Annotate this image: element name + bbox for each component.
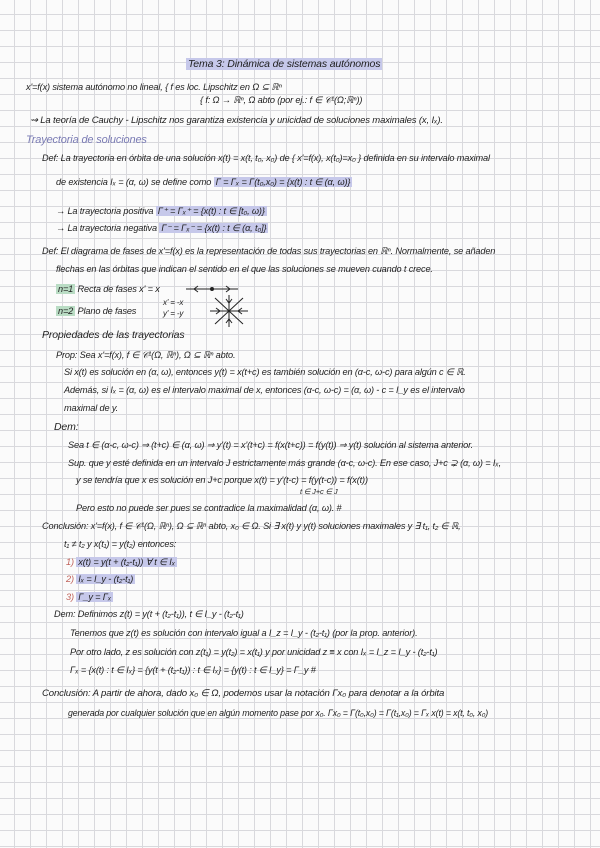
concl1-item-3: 3) Γ_y = Γₓ <box>66 592 112 602</box>
concl2-line-2: generada por cualquier solución que en algún momento pase por x₀. Γx₀ = Γ(t₀,x₀) = Γ(t₁,x₀) = Γₓ x(t) = x(t, t₀, x₀) <box>68 708 489 718</box>
concl1-line-2: t₁ ≠ t₂ y x(t₁) = y(t₂) entonces: <box>64 539 177 549</box>
concl1-item-2: 2) Iₓ = I_y - (t₂-t₁) <box>66 574 134 584</box>
dem2-line-2: Tenemos que z(t) es solución con intervalo igual a I_z = I_y - (t₂-t₁) (por la prop. anterior). <box>70 628 418 638</box>
page-title: Tema 3: Dinámica de sistemas autónomos <box>188 58 381 70</box>
def-trayectoria-line-2: de existencia Iₓ = (α, ω) se define como Γ = Γₓ = Γ(t₀,x₀) = {x(t) : t ∈ (α, ω)} <box>56 177 351 187</box>
intro-line-3: ⇝ La teoría de Cauchy - Lipschitz nos garantiza existencia y unicidad de soluciones maximales (x, Iₓ). <box>30 115 443 126</box>
def-trayectoria-line-1: Def: La trayectoria en órbita de una solución x(t) = x(t, t₀, x₀) de { x'=f(x), x(t₀)=x₀ } definida en su intervalo maximal <box>42 153 490 163</box>
concl1-item-1: 1) x(t) = y(t + (t₂-t₁)) ∀ t ∈ Iₓ <box>66 557 176 567</box>
section-heading-trayectoria: Trayectoria de soluciones <box>26 134 147 146</box>
dem1-line-4: Pero esto no puede ser pues se contradice la maximalidad (α, ω). # <box>76 503 342 513</box>
phase-plane-figure <box>208 293 250 329</box>
concl1-line-1: Conclusión: x'=f(x), f ∈ 𝒞¹(Ω, ℝⁿ), Ω ⊆ ℝⁿ abto, x₀ ∈ Ω. Si ∃ x(t) y y(t) soluciones maximales y ∃ t₁, t₂ ∈ ℝ, <box>42 521 461 531</box>
prop-line-4: maximal de y. <box>64 403 119 413</box>
section-heading-propiedades: Propiedades de las trayectorias <box>42 329 185 341</box>
dem1-line-3-subscripts: t ∈ J+c ∈ J <box>300 487 338 496</box>
dem1-line-3: y se tendría que x es solución en J+c porque x(t) = y'(t-c) = f(y(t-c)) = f(x(t)) <box>76 475 368 485</box>
prop-line-3: Además, si Iₓ = (α, ω) es el intervalo maximal de x, entonces (α-c, ω-c) = (α, ω) - c = I_y es el intervalo <box>64 385 465 395</box>
orbit-definition-box: Γ = Γₓ = Γ(t₀,x₀) = {x(t) : t ∈ (α, ω)} <box>215 177 351 187</box>
positive-trajectory-line: → La trayectoria positiva Γ⁺ = Γₓ⁺ = {x(t) : t ∈ [t₀, ω)} <box>56 206 265 216</box>
concl2-line-1: Conclusión: A partir de ahora, dado x₀ ∈ Ω, podemos usar la notación Γx₀ para denotar a la órbita <box>42 688 445 699</box>
phase-line-equilibrium <box>210 287 214 291</box>
negative-trajectory-box: Γ⁻ = Γₓ⁻ = {x(t) : t ∈ (α, t₀]} <box>161 223 267 233</box>
n2-example: n=2 Plano de fases <box>58 306 137 316</box>
prop-line-1: Prop: Sea x'=f(x), f ∈ 𝒞¹(Ω, ℝⁿ), Ω ⊆ ℝⁿ abto. <box>56 350 236 360</box>
dem2-line-3: Por otro lado, z es solución con z(t₁) = y(t₂) = x(t₁) y por unicidad z ≡ x con Iₓ = I_z = I_y - (t₂-t₁) <box>70 647 438 657</box>
n1-example: n=1 Recta de fases x' = x <box>58 284 160 294</box>
negative-trajectory-line: → La trayectoria negativa Γ⁻ = Γₓ⁻ = {x(t) : t ∈ (α, t₀]} <box>56 223 267 233</box>
positive-trajectory-box: Γ⁺ = Γₓ⁺ = {x(t) : t ∈ [t₀, ω)} <box>157 206 265 216</box>
dem1-heading: Dem: <box>54 421 79 433</box>
prop-line-2: Si x(t) es solución en (α, ω), entonces y(t) = x(t+c) es también solución en (α-c, ω-c) para algún c ∈ ℝ. <box>64 367 466 377</box>
intro-line-1: x'=f(x) sistema autónomo no lineal, { f es loc. Lipschitz en Ω ⊆ ℝⁿ <box>26 82 282 92</box>
n2-system-eq-2: y' = -y <box>163 309 184 318</box>
def-diagrama-line-2: flechas en las órbitas que indican el sentido en el que las soluciones se mueven cuando t crece. <box>56 264 433 274</box>
def-diagrama-line-1: Def: El diagrama de fases de x'=f(x) es la representación de todas sus trayectorias en ℝⁿ. Normalmente, se añaden <box>42 246 496 256</box>
intro-line-2: { f: Ω → ℝⁿ, Ω abto (por ej.: f ∈ 𝒞¹(Ω;ℝⁿ)) <box>200 95 363 105</box>
dem1-line-1: Sea t ∈ (α-c, ω-c) ⇒ (t+c) ∈ (α, ω) ⇒ y'(t) = x'(t+c) = f(x(t+c)) = f(y(t)) ⇒ y(t) solución al sistema anterior. <box>68 440 474 450</box>
n2-system-eq-1: x' = -x <box>163 298 184 307</box>
dem2-line-4: Γₓ = {x(t) : t ∈ Iₓ} = {y(t + (t₂-t₁)) : t ∈ Iₓ} = {y(t) : t ∈ I_y} = Γ_y # <box>70 665 316 675</box>
dem1-line-2: Sup. que y esté definida en un intervalo J estrictamente más grande (α-c, ω-c). En ese caso, J+c ⊋ (α, ω) = Iₓ, <box>68 458 501 468</box>
dem2-line-1: Dem: Definimos z(t) = y(t + (t₂-t₁)), t ∈ I_y - (t₂-t₁) <box>54 609 244 619</box>
